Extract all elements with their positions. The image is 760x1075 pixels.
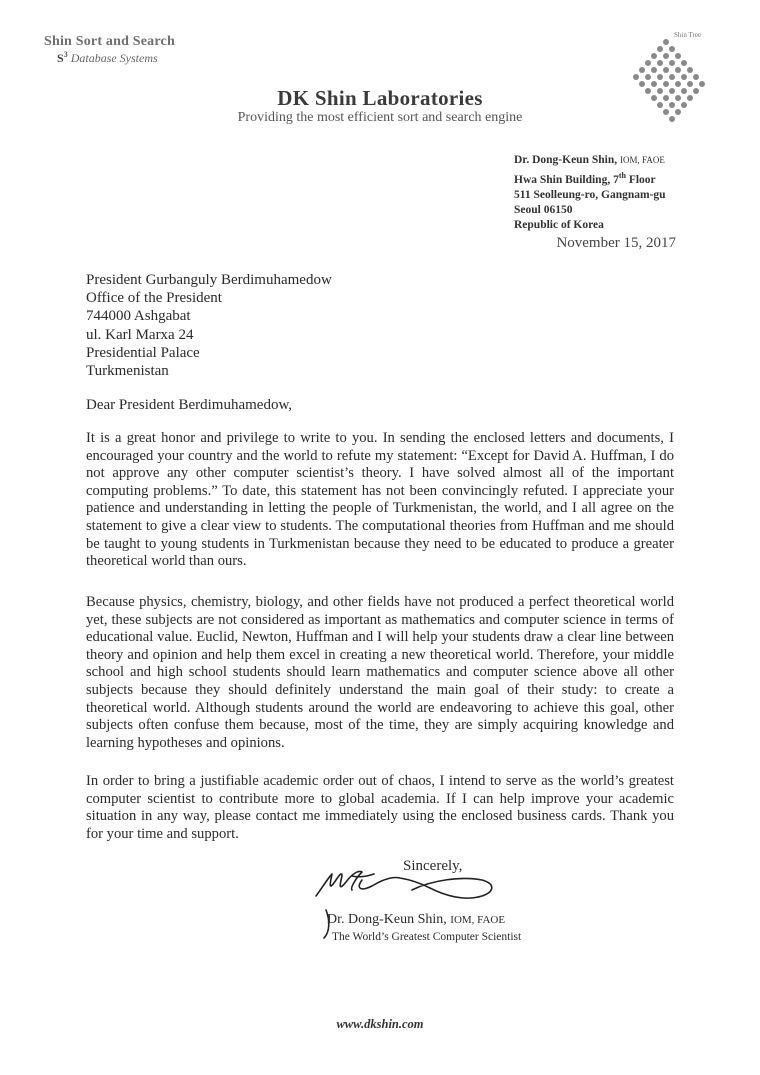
letter-date: November 15, 2017	[556, 235, 676, 251]
sender-building: Hwa Shin Building, 7	[514, 173, 619, 186]
recipient-line: President Gurbanguly Berdimuhamedow	[86, 272, 332, 288]
sender-floor: Floor	[625, 173, 656, 186]
salutation: Dear President Berdimuhamedow,	[86, 397, 293, 413]
signature-credentials: IOM, FAOE	[450, 914, 506, 926]
sender-building-line	[514, 168, 666, 188]
tree-dot	[663, 39, 669, 45]
tree-dot	[687, 67, 693, 73]
tree-dot	[657, 60, 663, 66]
recipient-line: ul. Karl Marxa 24	[86, 326, 194, 343]
sender-city: Seoul 06150	[514, 203, 573, 216]
recipient-line: 744000 Ashgabat	[86, 308, 191, 325]
signature-name-line	[327, 912, 505, 928]
tagline: Providing the most efficient sort and search engine	[237, 110, 523, 125]
company-name: DK Shin Laboratories	[277, 86, 483, 110]
tree-label: Shin Tree	[674, 31, 702, 39]
sender-name-line	[514, 153, 666, 168]
tree-dot	[645, 60, 651, 66]
handwritten-signature	[312, 862, 522, 942]
closing: Sincerely,	[403, 858, 463, 874]
sender-street: 511 Seolleung-ro, Gangnam-gu	[514, 188, 666, 201]
logo-text: Shin Sort and Search	[44, 34, 175, 49]
logo-s3: S	[57, 51, 64, 65]
tree-dot	[669, 60, 675, 66]
tree-dot	[633, 74, 639, 80]
tree-dot	[669, 46, 675, 52]
tree-dot	[669, 74, 675, 80]
tree-dot	[657, 74, 663, 80]
logo-s3-name: Database Systems	[70, 51, 158, 65]
body-paragraph: It is a great honor and privilege to write to you. In sending the enclosed letters and documents, I encouraged your country and the world to refute my statement: “Except for David A. Huffman, I do not approve any other computer scientist’s theory. I have solved almost all of the important computing problems.” To date, this statement has not been convincingly refuted. I appreciate your patience and understanding in letting the people of Turkmenistan, the world, and I all agree on the statement to give a clear view to students. The computational theories from Huffman and me should be taught to young students in Turkmenistan because they need to be educated to produce a greater theoretical world than ours.	[86, 430, 674, 570]
tree-dot	[639, 67, 645, 73]
tree-dot	[663, 53, 669, 59]
tree-dot	[681, 74, 687, 80]
tree-dot	[651, 67, 657, 73]
signature-name: Dr. Dong-Keun Shin,	[327, 912, 447, 927]
sender-name: Dr. Dong-Keun Shin,	[514, 154, 618, 166]
footer-website: www.dkshin.com	[336, 1017, 424, 1031]
tree-dot	[675, 67, 681, 73]
tree-dot	[657, 46, 663, 52]
sender-credentials: IOM, FAOE	[619, 155, 665, 165]
tree-dot	[645, 74, 651, 80]
body-paragraph: In order to bring a justifiable academic order out of chaos, I intend to serve as the world’s greatest computer scientist to contribute more to global academia. If I can help improve your academic situation in any way, please contact me immediately using the enclosed business cards. Thank you for your time and support.	[86, 773, 674, 842]
body-paragraph: Because physics, chemistry, biology, and other fields have not produced a perfect theoretical world yet, these subjects are not considered as important as mathematics and computer science in terms of educational value. Euclid, Newton, Huffman and I will help your students draw a clear line between theory and opinion and help them excel in creating a new theoretical world. Therefore, your middle school and high school students should learn mathematics and computer science above all other subjects because they should definitely understand the main goal of their study: to create a theoretical world. Although students around the world are endeavoring to achieve this goal, other subjects often confuse them because, most of the time, they are simply acquiring knowledge and learning hypotheses and opinions.	[86, 594, 674, 751]
tree-dot	[675, 53, 681, 59]
logo-s3-sup: 3	[63, 50, 68, 59]
signature-title: The World’s Greatest Computer Scientist	[332, 931, 522, 943]
sender-building-sup: th	[618, 171, 626, 180]
tree-dot	[651, 53, 657, 59]
sender-address	[514, 153, 666, 233]
tree-dot	[663, 67, 669, 73]
sender-country: Republic of Korea	[514, 218, 604, 231]
recipient-line: Turkmenistan	[86, 363, 169, 380]
logo-subtitle	[57, 50, 158, 66]
recipient-line: Office of the President	[86, 290, 222, 307]
tree-dot	[693, 74, 699, 80]
recipient-line: Presidential Palace	[86, 344, 200, 361]
tree-dot	[681, 60, 687, 66]
recipient-address	[86, 271, 332, 380]
